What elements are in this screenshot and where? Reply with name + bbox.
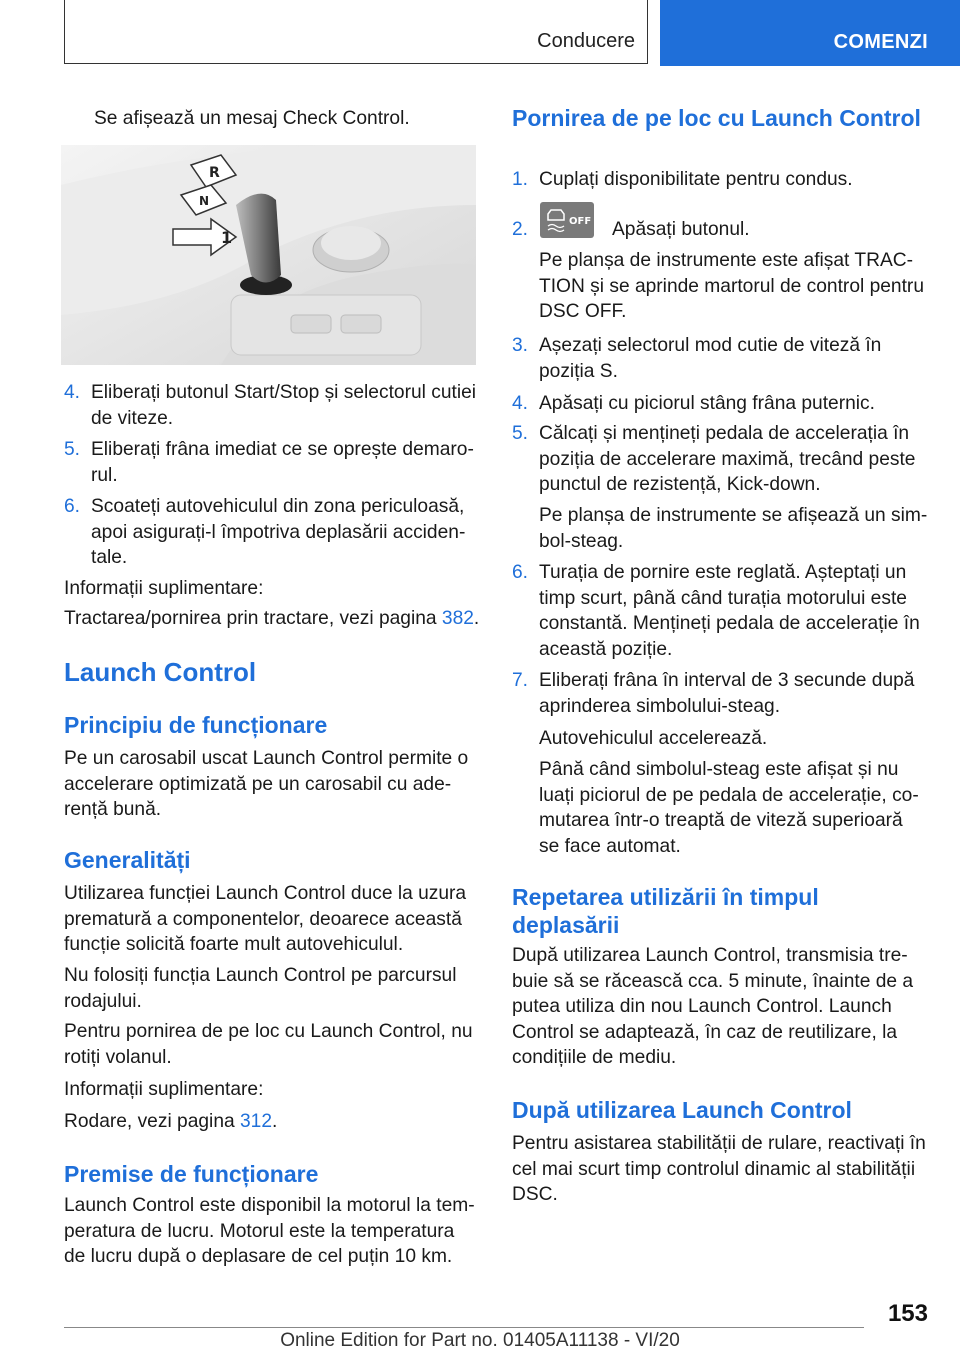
step-number: 4. — [512, 393, 529, 414]
list-item — [512, 391, 928, 417]
list-item — [512, 560, 928, 664]
svg-text:R: R — [209, 165, 220, 181]
list-item — [64, 494, 480, 572]
subsection-title-start: Pornirea de pe loc cu Launch Control — [512, 105, 921, 131]
step-7-note-1: Autovehiculul accelerează. — [539, 728, 768, 749]
step-text: Eliberați butonul Start/Stop și selectorul cutiei de viteze. — [91, 382, 477, 429]
list-item — [512, 668, 928, 720]
header-chapter-tab — [660, 0, 960, 66]
figure-callout-label: 1 — [221, 228, 233, 247]
step-number: 5. — [64, 439, 81, 460]
step-number: 5. — [512, 423, 529, 444]
step-number: 7. — [512, 670, 529, 691]
step-number: 6. — [512, 562, 529, 583]
info-label: Informații suplimentare: — [64, 578, 264, 599]
footer-edition: Online Edition for Part no. 01405A11138 - VI/20 — [280, 1330, 680, 1351]
step-text: Eliberați frâna imediat ce se oprește demarorul. — [91, 439, 474, 486]
header-chapter-title: COMENZI — [833, 31, 928, 53]
list-item — [64, 437, 480, 489]
page-link-382[interactable]: 382 — [441, 608, 474, 629]
info-reference-text: Tractarea/pornirea prin tractare, vezi pagina — [64, 608, 442, 629]
step-text: Călcați și mențineți pedala de accelerația în poziția de accelerare maximă, trecând peste punctul de rezistență, Kick-down. — [539, 423, 916, 495]
step-text: Așezați selectorul mod cutie de viteză în poziția S. — [539, 335, 882, 382]
general-paragraph-2: Nu folosiți funcția Launch Control pe parcursul rodajului. — [64, 965, 457, 1012]
step-number: 1. — [512, 169, 529, 190]
subsection-title-premise: Premise de funcționare — [64, 1161, 319, 1187]
gear-selector-figure — [61, 145, 476, 365]
step-5-note: Pe planșa de instrumente se afișează un simbol-steag. — [539, 505, 928, 552]
dsc-off-button-icon — [540, 202, 594, 238]
general-paragraph-3: Pentru pornirea de pe loc cu Launch Control, nu rotiți volanul. — [64, 1021, 473, 1068]
dsc-off-icon-label: OFF — [569, 216, 592, 227]
list-item — [512, 333, 928, 385]
general-info-reference-text: Rodare, vezi pagina — [64, 1111, 240, 1132]
header-section-box — [64, 0, 648, 64]
info-reference: Tractarea/pornirea prin tractare, vezi pagina 382. — [64, 608, 480, 629]
list-item — [512, 421, 928, 499]
step-number: 4. — [64, 382, 81, 403]
step-text: Cuplați disponibilitate pentru condus. — [539, 169, 853, 190]
intro-text: Se afișează un mesaj Check Control. — [94, 108, 410, 129]
principle-text: Pe un carosabil uscat Launch Control permite o accelerare optimizată pe un carosabil cu aderență bună. — [64, 748, 469, 820]
list-item — [64, 380, 480, 432]
step-7-note-2: Până când simbolul-steag este afișat și nu luați piciorul de pe pedala de accelerație, comutarea într-o treaptă de viteză superioară se face automat. — [539, 759, 919, 857]
subsection-title-repeat: Repetarea utilizării în timpul deplasării — [512, 884, 819, 938]
footer-divider — [64, 1327, 864, 1328]
list-item — [512, 202, 928, 242]
step-text: Apăsați butonul. — [612, 219, 750, 240]
general-info-label: Informații suplimentare: — [64, 1079, 264, 1100]
step-number: 6. — [64, 496, 81, 517]
after-text: Pentru asistarea stabilității de rulare, reactivați în cel mai scurt timp controlul dinamic al stabilității DSC. — [512, 1133, 926, 1205]
general-info-reference: Rodare, vezi pagina 312. — [64, 1111, 278, 1132]
step-2-note: Pe planșa de instrumente este afișat TRACTION și se aprinde martorul de control pentru DSC OFF. — [539, 250, 924, 322]
subsection-title-principle: Principiu de funcționare — [64, 712, 328, 738]
premise-text: Launch Control este disponibil la motorul la temperatura de lucru. Motorul este la temperatura de lucru după o deplasare de cel puțin 10 km. — [64, 1195, 475, 1267]
step-number: 2. — [512, 219, 529, 240]
step-text: Scoateți autovehiculul din zona periculoasă, apoi asigurați-l împotriva deplasării accidentale. — [91, 496, 466, 568]
page-number: 153 — [887, 1300, 928, 1327]
subsection-title-general: Generalități — [64, 847, 191, 873]
step-number: 3. — [512, 335, 529, 356]
step-text: Eliberați frâna în interval de 3 secunde după aprinderea simbolului-steag. — [539, 670, 915, 717]
subsection-title-after: După utilizarea Launch Control — [512, 1097, 852, 1123]
step-text: Apăsați cu piciorul stâng frâna puternic. — [539, 393, 875, 414]
header-section-title: Conducere — [537, 30, 635, 52]
page-link-312[interactable]: 312 — [240, 1111, 273, 1132]
general-paragraph-1: Utilizarea funcției Launch Control duce la uzura prematură a componentelor, deoarece această funcție solicită foarte mult autovehiculul. — [64, 883, 467, 955]
gear-selector-illustration — [61, 145, 476, 365]
list-item — [512, 167, 928, 193]
step-text: Turația de pornire este reglată. Așteptați un timp scurt, până când turația motorului este constantă. Mențineți pedala de accelerație în această poziție. — [539, 562, 920, 660]
repeat-text: După utilizarea Launch Control, transmisia trebuie să se răcească cca. 5 minute, înainte de a putea utiliza din nou Launch Control. Launch Control se adaptează, în caz de reutilizare, la condițiile de mediu. — [512, 945, 914, 1068]
svg-text:N: N — [199, 194, 210, 208]
section-title-launch-control: Launch Control — [64, 657, 257, 687]
